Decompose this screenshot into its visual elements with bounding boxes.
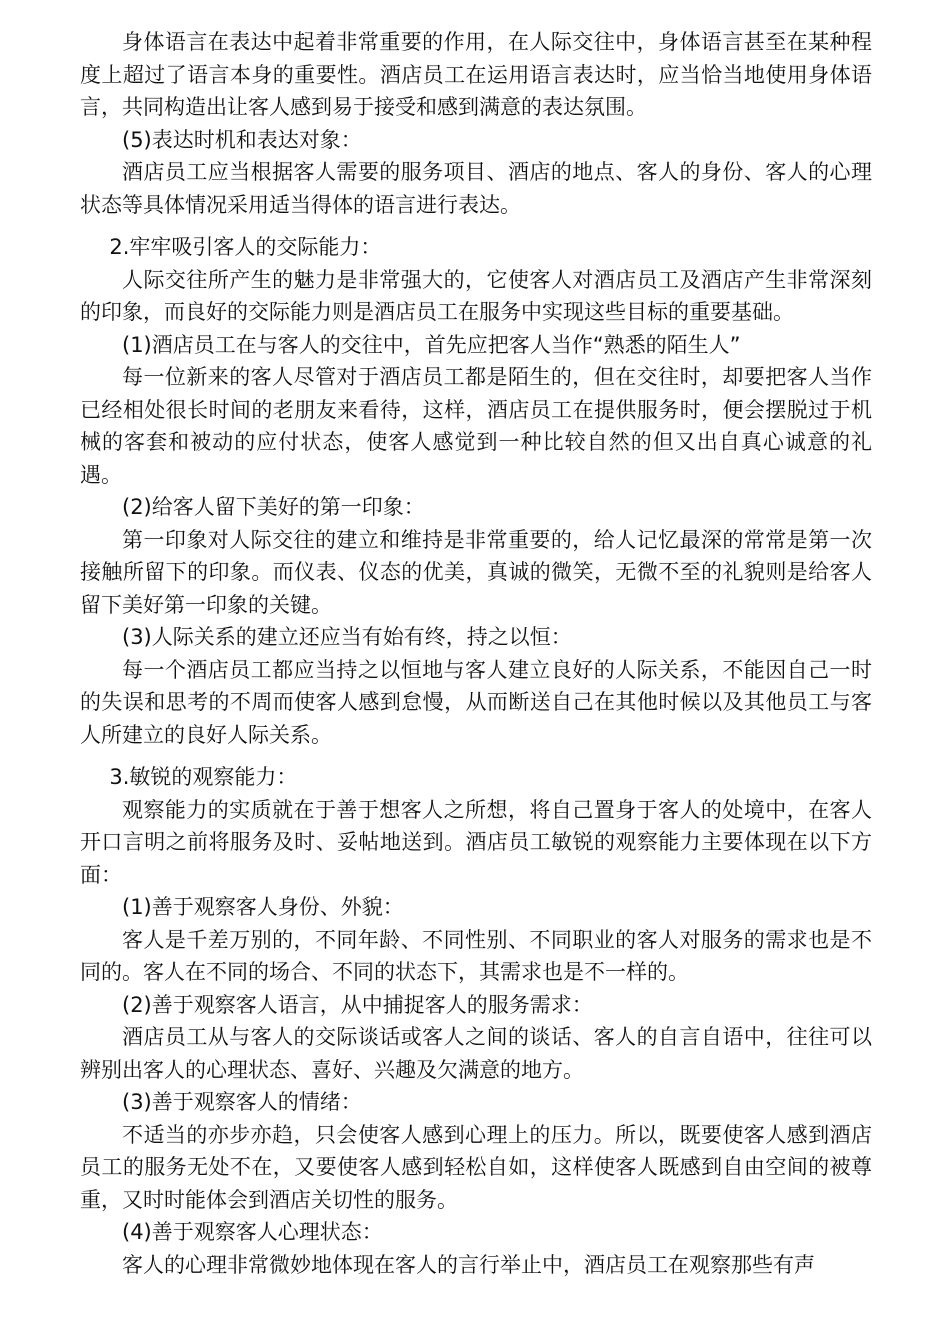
subheading-psychological-state: (4)善于观察客人心理状态：	[122, 1220, 383, 1244]
subheading-familiar-stranger: (1)酒店员工在与客人的交往中，首先应把客人当作“熟悉的陌生人”	[122, 332, 741, 357]
paragraph-guest-diversity: 客人是千差万别的，不同年龄、不同性别、不同职业的客人对服务的需求也是不同的。客人在不同的场合、不同的状态下，其需求也是不一样的。	[80, 927, 872, 984]
document-page	[80, 26, 872, 1281]
paragraph-service-balance: 不适当的亦步亦趋，只会使客人感到心理上的压力。所以，既要使客人感到酒店员工的服务无处不在，又要使客人感到轻松自如，这样使客人既感到自由空间的被尊重，又时时能体会到酒店关切性的服务。	[80, 1122, 872, 1212]
subheading-guest-language: (2)善于观察客人语言，从中捕捉客人的服务需求：	[122, 992, 593, 1017]
paragraph-appropriate-language: 酒店员工应当根据客人需要的服务项目、酒店的地点、客人的身份、客人的心理状态等具体情况采用适当得体的语言进行表达。	[80, 160, 872, 217]
subheading-first-impression: (2)给客人留下美好的第一印象：	[122, 495, 425, 519]
subheading-guest-emotion: (3)善于观察客人的情绪：	[122, 1090, 362, 1114]
paragraph-treat-as-old-friend: 每一位新来的客人尽管对于酒店员工都是陌生的，但在交往时，却要把客人当作已经相处很长时间的老朋友来看待，这样，酒店员工在提供服务时，便会摆脱过于机械的客套和被动的应付状态，使客人感觉到一种比较自然的但又出自真心诚意的礼遇。	[80, 365, 872, 487]
paragraph-first-impression: 第一印象对人际交往的建立和维持是非常重要的，给人记忆最深的常常是第一次接触所留下的印象。而仪表、仪态的优美，真诚的微笑，无微不至的礼貌则是给客人留下美好第一印象的关键。	[80, 527, 872, 617]
subheading-persistence: (3)人际关系的建立还应当有始有终，持之以恒：	[122, 625, 572, 649]
section-heading-social-skills: 2.牢牢吸引客人的交际能力：	[109, 235, 382, 259]
paragraph-lasting-relations: 每一个酒店员工都应当持之以恒地与客人建立良好的人际关系，不能因自己一时的失误和思考的不周而使客人感到怠慢，从而断送自己在其他时候以及其他员工与客人所建立的良好人际关系。	[80, 657, 872, 747]
paragraph-guest-psychology: 客人的心理非常微妙地体现在客人的言行举止中，酒店员工在观察那些有声	[122, 1252, 815, 1277]
section-heading-observation: 3.敏锐的观察能力：	[109, 765, 298, 789]
subheading-timing-and-audience: (5)表达时机和表达对象：	[122, 127, 362, 152]
paragraph-observation-essence: 观察能力的实质就在于善于想客人之所想，将自己置身于客人的处境中，在客人开口言明之前将服务及时、妥帖地送到。酒店员工敏锐的观察能力主要体现在以下方面：	[80, 797, 872, 887]
paragraph-conversation-cues: 酒店员工从与客人的交际谈话或客人之间的谈话、客人的自言自语中，往往可以辨别出客人的心理状态、喜好、兴趣及欠满意的地方。	[80, 1025, 872, 1082]
subheading-identity-appearance: (1)善于观察客人身份、外貌：	[122, 895, 404, 919]
paragraph-body-language: 身体语言在表达中起着非常重要的作用，在人际交往中，身体语言甚至在某种程度上超过了语言本身的重要性。酒店员工在运用语言表达时，应当恰当地使用身体语言，共同构造出让客人感到易于接受和感到满意的表达氛围。	[80, 30, 872, 119]
paragraph-social-charm: 人际交往所产生的魅力是非常强大的，它使客人对酒店员工及酒店产生非常深刻的印象，而良好的交际能力则是酒店员工在服务中实现这些目标的重要基础。	[80, 267, 872, 324]
